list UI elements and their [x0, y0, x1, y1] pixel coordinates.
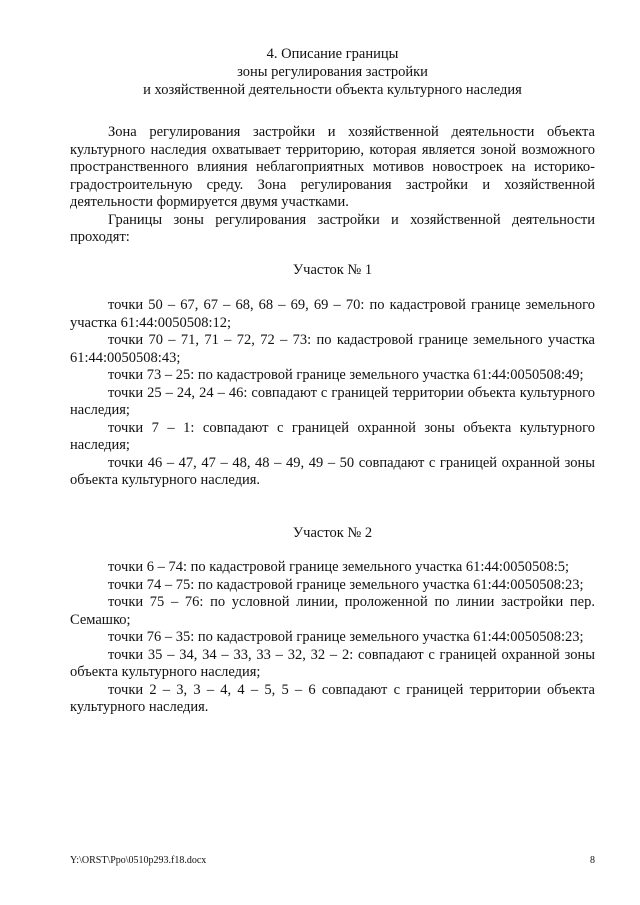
footer-file-path: Y:\ORST\Ppo\0510p293.f18.docx: [70, 855, 207, 866]
page-number: 8: [590, 855, 595, 866]
title-line-3: и хозяйственной деятельности объекта культурного наследия: [143, 82, 522, 98]
boundary-paragraph: точки 50 – 67, 67 – 68, 68 – 69, 69 – 70: по кадастровой границе земельного участка 61:44:0050508:12;: [70, 297, 595, 331]
boundary-paragraph: точки 6 – 74: по кадастровой границе земельного участка 61:44:0050508:5;: [108, 559, 570, 575]
intro-paragraph: Зона регулирования застройки и хозяйственной деятельности объекта культурного наследия охватывает территорию, которая является зоной возможного пространственного влияния неблагоприятных мотивов новостроек на историко-градостроительную среду. Зона регулирования застройки и хозяйственной деятельности формируется двумя участками.: [70, 124, 595, 210]
boundary-paragraph: точки 75 – 76: по условной линии, проложенной по линии застройки пер. Семашко;: [70, 594, 595, 628]
boundary-paragraph: точки 76 – 35: по кадастровой границе земельного участка 61:44:0050508:23;: [108, 629, 584, 645]
title-line-2: зоны регулирования застройки: [237, 64, 428, 80]
boundary-paragraph: точки 73 – 25: по кадастровой границе земельного участка 61:44:0050508:49;: [108, 367, 584, 383]
intro-section: [70, 124, 595, 247]
boundary-paragraph: точки 70 – 71, 71 – 72, 72 – 73: по кадастровой границе земельного участка 61:44:0050508:43;: [70, 332, 595, 366]
document-title: [70, 45, 595, 99]
section-1-heading: Участок № 1: [292, 262, 373, 278]
boundary-paragraph: точки 2 – 3, 3 – 4, 4 – 5, 5 – 6 совпадают с границей территории объекта культурного наследия.: [70, 681, 595, 715]
section-2-body: [70, 559, 595, 717]
section-2-heading: Участок № 2: [292, 525, 373, 541]
boundary-paragraph: точки 25 – 24, 24 – 46: совпадают с границей территории объекта культурного наследия;: [70, 384, 595, 418]
title-line-1: 4. Описание границы: [266, 46, 399, 62]
boundary-paragraph: точки 35 – 34, 34 – 33, 33 – 32, 32 – 2: совпадают с границей охранной зоны объекта культурного наследия;: [70, 646, 595, 680]
boundary-paragraph: точки 74 – 75: по кадастровой границе земельного участка 61:44:0050508:23;: [108, 576, 584, 593]
boundary-paragraph: точки 46 – 47, 47 – 48, 48 – 49, 49 – 50 совпадают с границей охранной зоны объекта культурного наследия.: [70, 454, 595, 488]
intro-paragraph: Границы зоны регулирования застройки и хозяйственной деятельности проходят:: [70, 211, 595, 245]
section-1-body: [70, 297, 595, 490]
boundary-paragraph: точки 7 – 1: совпадают с границей охранной зоны объекта культурного наследия;: [70, 419, 595, 453]
